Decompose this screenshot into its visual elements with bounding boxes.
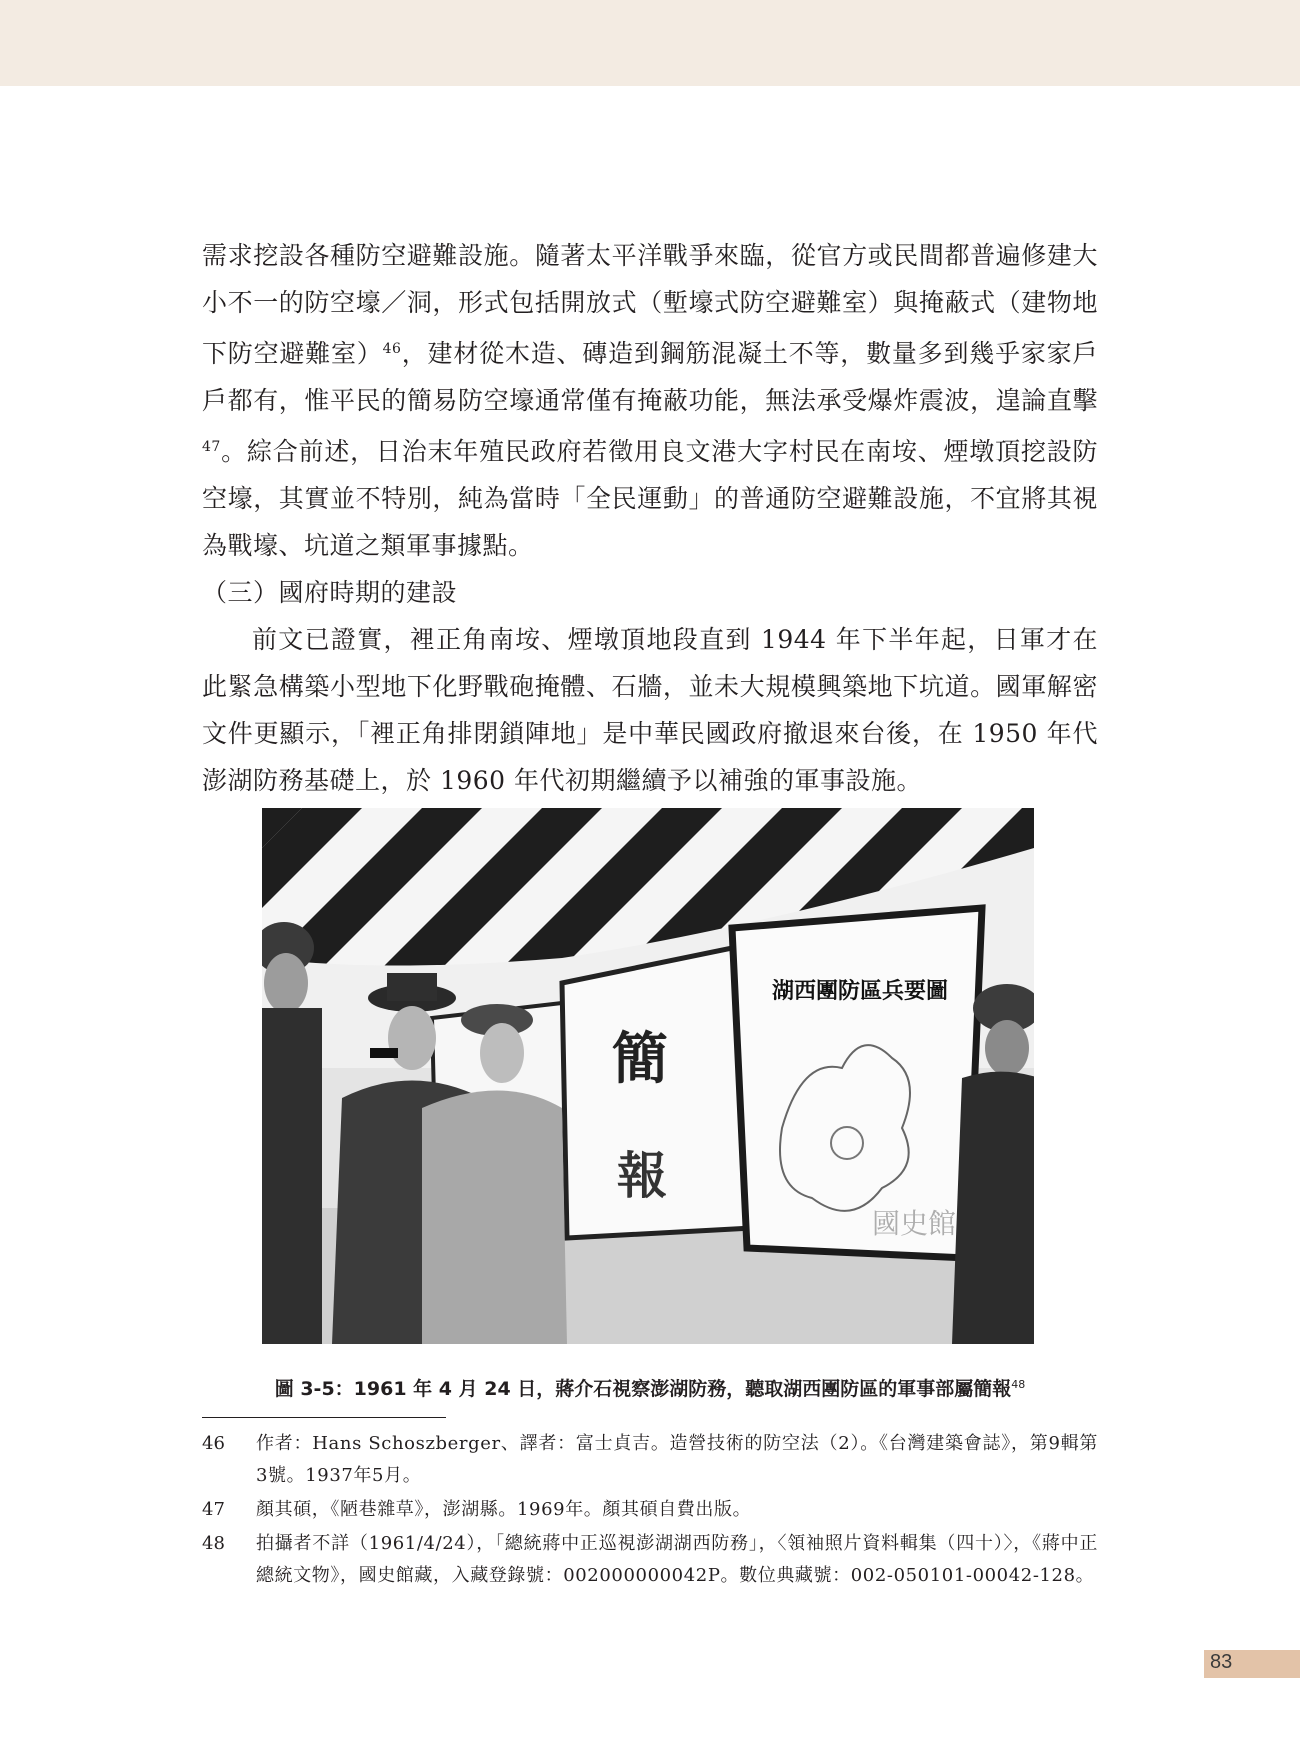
- footnote-divider: [202, 1417, 446, 1418]
- footnote-text: 作者：Hans Schoszberger、譯者：富士貞吉。造營技術的防空法（2）。《台灣建築會誌》，第9輯第3號。1937年5月。: [256, 1433, 1098, 1486]
- watermark: 國史館: [872, 1207, 957, 1240]
- footnote-ref-46[interactable]: 46: [382, 341, 402, 357]
- footnote-47: [202, 1494, 1098, 1526]
- photo-illustration: [262, 808, 1034, 1344]
- paragraph-2: 前文已證實，裡正角南垵、煙墩頂地段直到 1944 年下半年起，日軍才在此緊急構築小型地下化野戰砲掩體、石牆，並未大規模興築地下坑道。國軍解密文件更顯示，「裡正角排閉鎖陣地」是中華民國政府撤退來台後，在 1950 年代澎湖防務基礎上，於 1960 年代初期繼續予以補強的軍事設施。: [202, 625, 1098, 795]
- footnote-number: 47: [202, 1499, 225, 1520]
- section-heading: （三）國府時期的建設: [202, 578, 458, 607]
- header-band: [0, 0, 1300, 86]
- body-text: [202, 232, 1098, 804]
- footnotes: [202, 1428, 1098, 1594]
- board-character-2: 報: [617, 1147, 667, 1205]
- footnote-number: 46: [202, 1433, 225, 1454]
- paragraph-1: 需求挖設各種防空避難設施。隨著太平洋戰爭來臨，從官方或民間都普遍修建大小不一的防空壕／洞，形式包括開放式（塹壕式防空避難室）與掩蔽式（建物地下防空避難室）$^{46}$，建材從木造、磚造到鋼筋混凝土不等，數量多到幾乎家家戶戶都有，惟平民的簡易防空壕通常僅有掩蔽功能，無法承受爆炸震波，遑論直擊$^{47}$。綜合前述，日治末年殖民政府若徵用良文港大字村民在南垵、煙墩頂挖設防空壕，其實並不特別，純為當時「全民運動」的普通防空避難設施，不宜將其視為戰壕、坑道之類軍事據點。: [202, 241, 1098, 560]
- footnote-number: 48: [202, 1533, 225, 1554]
- board-character-1: 簡: [612, 1027, 668, 1092]
- page-number: 83: [1210, 1651, 1233, 1673]
- footnote-ref-47[interactable]: 47: [202, 439, 221, 455]
- footnote-ref-48[interactable]: 48: [1011, 1378, 1026, 1391]
- historical-photo: [262, 808, 1034, 1344]
- board-title: 湖西團防區兵要圖: [772, 979, 949, 1004]
- footnote-text: 顏其碩，《陋巷雜草》，澎湖縣。1969年。顏其碩自費出版。: [256, 1499, 752, 1520]
- footnote-text: 拍攝者不詳（1961/4/24），「總統蔣中正巡視澎湖湖西防務」，〈領袖照片資料輯集（四十）〉，《蔣中正總統文物》，國史館藏，入藏登錄號：002000000042P。數位典藏號：002-050101-00042-128。: [256, 1533, 1098, 1586]
- figure-caption: 圖 3-5：1961 年 4 月 24 日，蔣介石視察澎湖防務，聽取湖西團防區的軍事部屬簡報$^{48}$: [274, 1378, 1026, 1400]
- footnote-46: [202, 1428, 1098, 1492]
- footnote-48: [202, 1528, 1098, 1592]
